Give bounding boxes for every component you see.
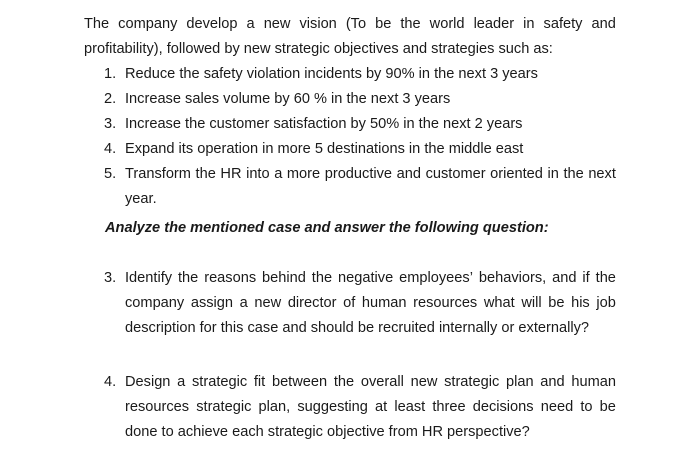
intro-paragraph <box>84 12 616 62</box>
word: safety <box>543 16 583 32</box>
objective-item <box>104 87 616 112</box>
word: resources <box>413 295 478 311</box>
objective-item <box>104 162 616 212</box>
word: a <box>246 16 255 32</box>
objective-item <box>104 137 616 162</box>
word: Design <box>125 374 171 390</box>
word: behaviors, <box>478 270 547 286</box>
word: new <box>254 295 282 311</box>
word: and <box>552 270 577 286</box>
word: resources <box>125 399 190 415</box>
word: next <box>588 166 616 182</box>
word: vision <box>299 16 337 32</box>
objective-item <box>104 112 616 137</box>
question-item <box>104 266 616 341</box>
objective-number: 3. <box>104 116 117 132</box>
word: a <box>239 295 248 311</box>
word: the <box>311 270 333 286</box>
word: human <box>571 374 616 390</box>
word: strategic <box>192 374 248 390</box>
word: behind <box>262 270 306 286</box>
word: of <box>343 295 356 311</box>
word: overall <box>360 374 404 390</box>
word: be <box>599 399 616 415</box>
objective-number: 2. <box>104 91 117 107</box>
objective-number: 1. <box>104 66 117 82</box>
instruction-heading: Analyze the mentioned case and answer the following question: <box>105 220 549 236</box>
word: be <box>548 295 565 311</box>
word: company <box>118 16 178 32</box>
word: negative <box>338 270 394 286</box>
word: be <box>375 16 392 32</box>
word: company <box>125 295 185 311</box>
question-item <box>104 370 616 445</box>
word: the <box>195 166 216 182</box>
word: reasons <box>204 270 257 286</box>
word: the <box>563 166 584 182</box>
word: least <box>394 399 426 415</box>
word: director <box>287 295 337 311</box>
word: and <box>591 16 616 32</box>
intro-line-2: profitability), followed by new strategic objectives and strategies such as: <box>84 41 553 57</box>
question-text <box>125 370 616 445</box>
word: productive <box>324 166 393 182</box>
word: in <box>547 166 559 182</box>
word: The <box>84 16 110 32</box>
word: strategic <box>444 374 500 390</box>
word: if <box>582 270 590 286</box>
word: Identify <box>125 270 173 286</box>
word: a <box>177 374 186 390</box>
objective-text-line: year. <box>125 191 157 207</box>
objective-text: Expand its operation in more 5 destinations in the middle east <box>125 141 524 157</box>
word: need <box>540 399 574 415</box>
word: what <box>483 295 515 311</box>
word: HR <box>220 166 242 182</box>
objective-text-line <box>125 162 616 187</box>
word: the <box>177 270 199 286</box>
word: into <box>246 166 270 182</box>
objective-number: 5. <box>104 166 117 182</box>
question-number: 4. <box>104 374 117 390</box>
word: a <box>274 166 283 182</box>
word: plan, <box>258 399 291 415</box>
word: and <box>540 374 565 390</box>
word: the <box>400 16 421 32</box>
word: three <box>432 399 466 415</box>
word: his <box>571 295 590 311</box>
word: and <box>396 166 421 182</box>
objective-text: Reduce the safety violation incidents by 90% in the next 3 years <box>125 66 538 82</box>
intro-line-1 <box>84 12 616 37</box>
word: oriented <box>490 166 543 182</box>
word: Transform <box>125 166 191 182</box>
word: strategic <box>196 399 252 415</box>
word: at <box>375 399 388 415</box>
word: new <box>410 374 438 390</box>
word: fit <box>253 374 266 390</box>
question-line <box>125 291 616 316</box>
question-text <box>125 266 616 341</box>
question-line: description for this case and should be recruited internally or externally? <box>125 320 590 336</box>
objective-text: Increase the customer satisfaction by 50% in the next 2 years <box>125 116 523 132</box>
question-line <box>125 395 616 420</box>
objective-text: Increase sales volume by 60 % in the next 3 years <box>125 91 451 107</box>
objective-number: 4. <box>104 141 117 157</box>
word: (To <box>345 16 367 32</box>
word: new <box>263 16 291 32</box>
word: decisions <box>472 399 534 415</box>
word: the <box>595 270 616 286</box>
question-line <box>125 266 616 291</box>
question-line: done to achieve each strategic objective from HR perspective? <box>125 424 530 440</box>
word: suggesting <box>297 399 368 415</box>
question-line <box>125 370 616 395</box>
word: to <box>580 399 593 415</box>
word: world <box>429 16 465 32</box>
word: assign <box>190 295 234 311</box>
word: job <box>596 295 616 311</box>
question-number: 3. <box>104 270 117 286</box>
word: customer <box>425 166 486 182</box>
objective-item <box>104 62 616 87</box>
word: leader <box>473 16 515 32</box>
word: the <box>333 374 355 390</box>
word: human <box>361 295 407 311</box>
word: in <box>523 16 535 32</box>
word: develop <box>186 16 238 32</box>
objectives-list <box>104 62 616 212</box>
word: will <box>521 295 542 311</box>
word: employees’ <box>399 270 473 286</box>
word: more <box>286 166 321 182</box>
word: between <box>271 374 328 390</box>
word: plan <box>505 374 534 390</box>
